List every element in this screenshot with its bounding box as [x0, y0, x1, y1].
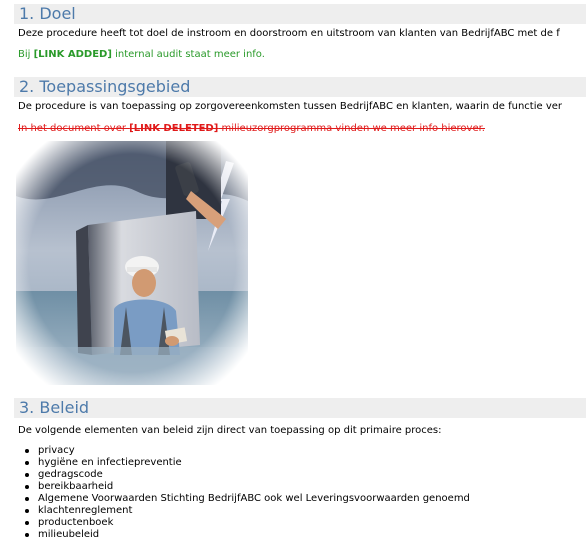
policy-list	[18, 445, 470, 541]
list-item: hygiëne en infectiepreventie	[38, 457, 470, 469]
doel-body: Deze procedure heeft tot doel de instroom en doorstroom en uitstroom van klanten van BedrijfABC met de f	[18, 28, 560, 39]
link-deleted[interactable]: [LINK DELETED]	[129, 123, 219, 134]
illustration-worker-image	[16, 141, 248, 385]
heading-toepassingsgebied: 2. Toepassingsgebied	[14, 77, 586, 97]
heading-doel: 1. Doel	[14, 4, 586, 24]
doel-note-suffix: internal audit staat meer info.	[111, 49, 265, 60]
doel-note-prefix: Bij	[18, 49, 34, 60]
deleted-note-prefix: In het document over	[18, 123, 130, 134]
beleid-intro: De volgende elementen van beleid zijn direct van toepassing op dit primaire proces:	[18, 425, 442, 436]
list-item: Algemene Voorwaarden Stichting BedrijfABC ook wel Leveringsvoorwaarden genoemd	[38, 493, 470, 504]
toepassingsgebied-body: De procedure is van toepassing op zorgovereenkomsten tussen BedrijfABC en klanten, waarin de functie ver	[18, 101, 562, 112]
list-item: gedragscode	[38, 469, 470, 481]
deleted-note-suffix: milieuzorgprogramma vinden we meer info hierover.	[218, 123, 485, 134]
list-item: milieubeleid	[38, 529, 470, 541]
list-item: bereikbaarheid	[38, 481, 470, 493]
list-item: klachtenreglement	[38, 505, 470, 517]
toepassingsgebied-deleted-note	[18, 122, 586, 136]
list-item: privacy	[38, 445, 470, 457]
heading-beleid: 3. Beleid	[14, 398, 586, 418]
doel-note	[18, 48, 586, 62]
list-item: productenboek	[38, 517, 470, 529]
illustration-svg	[16, 141, 248, 385]
link-added[interactable]: [LINK ADDED]	[33, 49, 112, 60]
